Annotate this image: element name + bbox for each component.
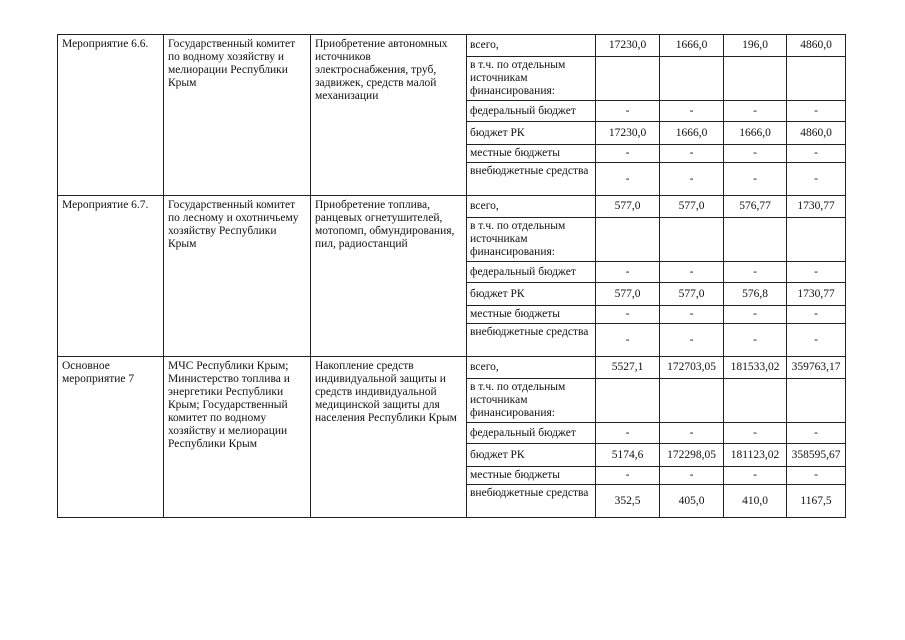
funding-source: федеральный бюджет xyxy=(467,423,596,444)
amount-cell xyxy=(596,57,660,101)
amount-cell: 172703,05 xyxy=(660,357,724,379)
amount-cell: - xyxy=(660,145,724,163)
amount-cell: 181533,02 xyxy=(724,357,787,379)
funding-source: внебюджетные средства xyxy=(467,324,596,357)
funding-source: в т.ч. по отдельным источникам финансирования: xyxy=(467,379,596,423)
amount-cell: 196,0 xyxy=(724,35,787,57)
funding-source: внебюджетные средства xyxy=(467,485,596,518)
table-row xyxy=(58,196,846,218)
amount-cell: 1666,0 xyxy=(660,122,724,145)
amount-cell: - xyxy=(596,324,660,357)
funding-source: в т.ч. по отдельным источникам финансирования: xyxy=(467,57,596,101)
amount-cell: 1167,5 xyxy=(787,485,846,518)
amount-cell: 1666,0 xyxy=(724,122,787,145)
amount-cell xyxy=(724,218,787,262)
amount-cell xyxy=(596,218,660,262)
amount-cell: - xyxy=(787,145,846,163)
amount-cell: 17230,0 xyxy=(596,35,660,57)
budget-table xyxy=(57,34,846,518)
amount-cell: 410,0 xyxy=(724,485,787,518)
activity-description: Приобретение топлива, ранцевых огнетушителей, мотопомп, обмундирования, пил, радиостанций xyxy=(311,196,467,357)
amount-cell: - xyxy=(596,423,660,444)
funding-source: местные бюджеты xyxy=(467,306,596,324)
funding-source: бюджет РК xyxy=(467,122,596,145)
amount-cell: 181123,02 xyxy=(724,444,787,467)
amount-cell: 577,0 xyxy=(596,283,660,306)
funding-source: внебюджетные средства xyxy=(467,163,596,196)
amount-cell: - xyxy=(596,163,660,196)
amount-cell: 1666,0 xyxy=(660,35,724,57)
amount-cell: - xyxy=(724,467,787,485)
budget-document xyxy=(57,34,845,518)
amount-cell: 576,77 xyxy=(724,196,787,218)
amount-cell: - xyxy=(660,101,724,122)
amount-cell: 1730,77 xyxy=(787,196,846,218)
amount-cell: 577,0 xyxy=(596,196,660,218)
activity-executor: Государственный комитет по водному хозяйству и мелиорации Республики Крым xyxy=(164,35,311,196)
funding-source: местные бюджеты xyxy=(467,467,596,485)
amount-cell: - xyxy=(724,423,787,444)
funding-source: федеральный бюджет xyxy=(467,262,596,283)
activity-description: Приобретение автономных источников электроснабжения, труб, задвижек, средств малой механизации xyxy=(311,35,467,196)
amount-cell: 17230,0 xyxy=(596,122,660,145)
amount-cell: - xyxy=(724,145,787,163)
funding-source: всего, xyxy=(467,357,596,379)
amount-cell: 172298,05 xyxy=(660,444,724,467)
amount-cell: 358595,67 xyxy=(787,444,846,467)
amount-cell: - xyxy=(787,324,846,357)
amount-cell: 4860,0 xyxy=(787,122,846,145)
amount-cell: - xyxy=(660,324,724,357)
amount-cell: 5527,1 xyxy=(596,357,660,379)
amount-cell xyxy=(660,57,724,101)
activity-executor: МЧС Республики Крым; Министерство топлива и энергетики Республики Крым; Государственный комитет по водному хозяйству и мелиорации Республики Крым xyxy=(164,357,311,518)
amount-cell: - xyxy=(660,423,724,444)
activity-name: Основное мероприятие 7 xyxy=(58,357,164,518)
amount-cell: - xyxy=(724,163,787,196)
funding-source: бюджет РК xyxy=(467,283,596,306)
amount-cell xyxy=(787,379,846,423)
amount-cell: 577,0 xyxy=(660,283,724,306)
amount-cell: - xyxy=(787,423,846,444)
amount-cell: 1730,77 xyxy=(787,283,846,306)
amount-cell xyxy=(724,379,787,423)
amount-cell: 405,0 xyxy=(660,485,724,518)
amount-cell: - xyxy=(660,306,724,324)
amount-cell xyxy=(660,379,724,423)
amount-cell: 352,5 xyxy=(596,485,660,518)
table-body xyxy=(58,35,846,518)
activity-name: Мероприятие 6.6. xyxy=(58,35,164,196)
amount-cell: - xyxy=(787,163,846,196)
amount-cell xyxy=(787,57,846,101)
amount-cell: - xyxy=(596,145,660,163)
activity-executor: Государственный комитет по лесному и охотничьему хозяйству Республики Крым xyxy=(164,196,311,357)
amount-cell: - xyxy=(724,262,787,283)
amount-cell: - xyxy=(787,467,846,485)
amount-cell: 577,0 xyxy=(660,196,724,218)
amount-cell xyxy=(787,218,846,262)
amount-cell: - xyxy=(787,306,846,324)
amount-cell xyxy=(724,57,787,101)
amount-cell: 576,8 xyxy=(724,283,787,306)
funding-source: всего, xyxy=(467,196,596,218)
funding-source: местные бюджеты xyxy=(467,145,596,163)
amount-cell: - xyxy=(787,101,846,122)
amount-cell: - xyxy=(724,324,787,357)
funding-source: всего, xyxy=(467,35,596,57)
amount-cell: - xyxy=(724,306,787,324)
amount-cell: 5174,6 xyxy=(596,444,660,467)
funding-source: в т.ч. по отдельным источникам финансирования: xyxy=(467,218,596,262)
amount-cell: - xyxy=(596,101,660,122)
activity-name: Мероприятие 6.7. xyxy=(58,196,164,357)
amount-cell xyxy=(596,379,660,423)
amount-cell xyxy=(660,218,724,262)
amount-cell: - xyxy=(596,262,660,283)
amount-cell: - xyxy=(596,306,660,324)
table-row xyxy=(58,35,846,57)
funding-source: федеральный бюджет xyxy=(467,101,596,122)
amount-cell: - xyxy=(787,262,846,283)
table-row xyxy=(58,357,846,379)
amount-cell: - xyxy=(660,467,724,485)
funding-source: бюджет РК xyxy=(467,444,596,467)
amount-cell: - xyxy=(660,163,724,196)
amount-cell: 359763,17 xyxy=(787,357,846,379)
amount-cell: 4860,0 xyxy=(787,35,846,57)
activity-description: Накопление средств индивидуальной защиты и средств индивидуальной медицинской защиты для населения Республики Крым xyxy=(311,357,467,518)
amount-cell: - xyxy=(660,262,724,283)
amount-cell: - xyxy=(724,101,787,122)
amount-cell: - xyxy=(596,467,660,485)
